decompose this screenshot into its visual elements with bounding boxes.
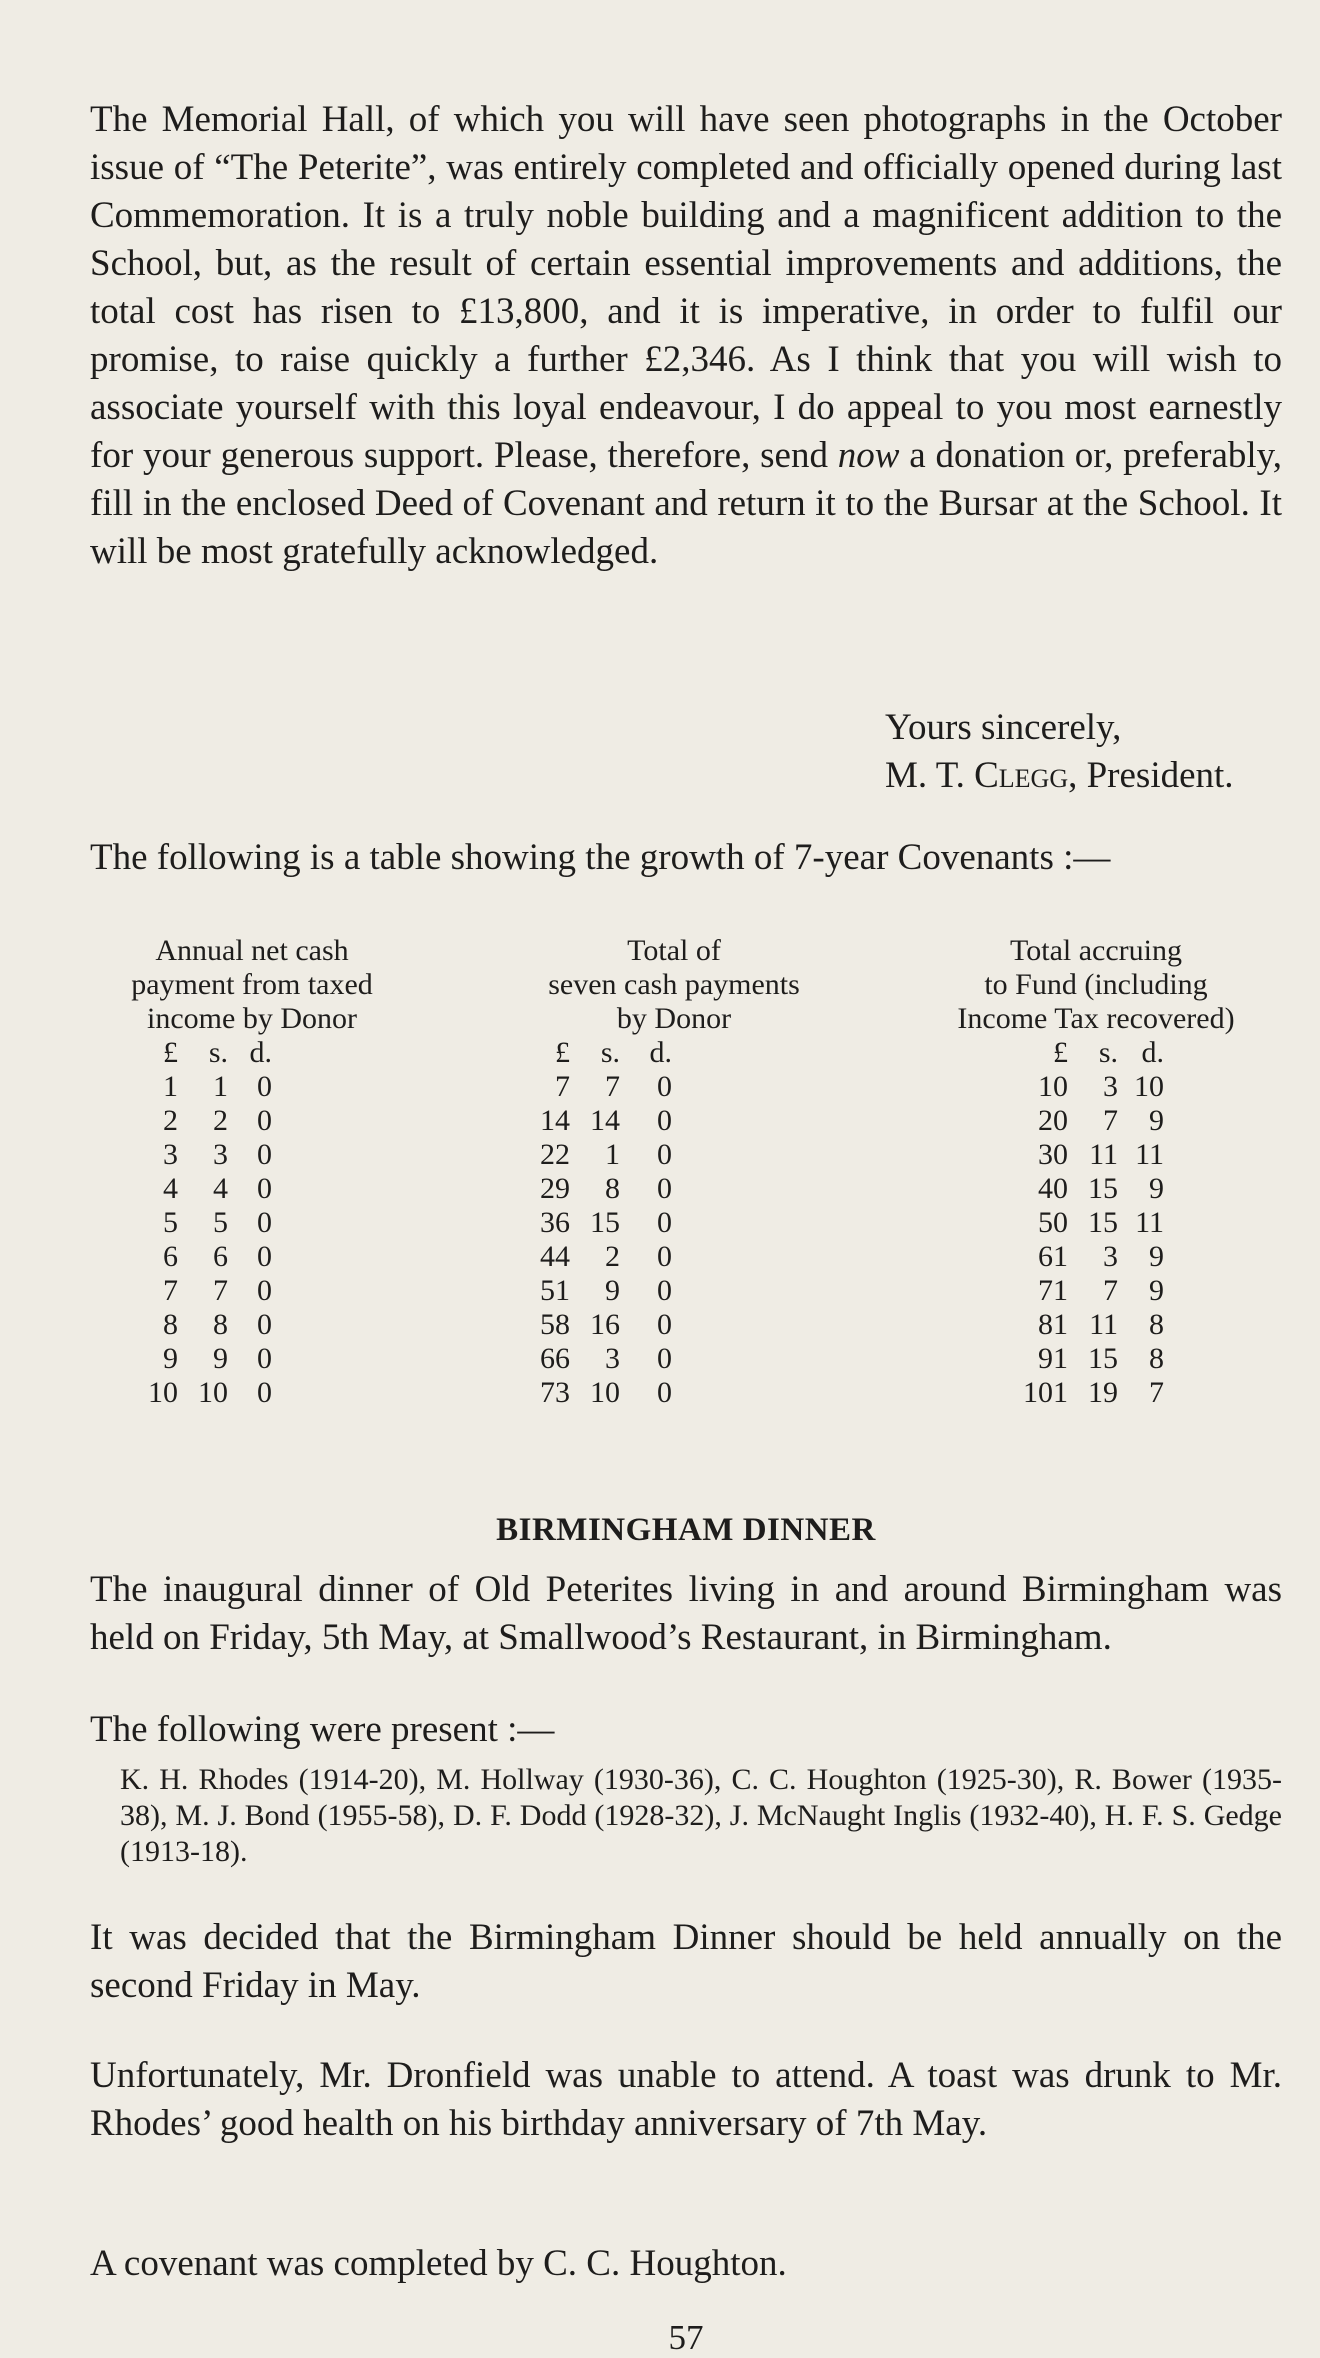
shillings-cell: 2 [605,1240,620,1273]
pence-cell: 0 [657,1342,672,1375]
dinner-paragraph-2: The following were present :— [90,1709,555,1750]
pounds-cell: 30 [1038,1138,1068,1171]
table-row [90,1070,414,1104]
shillings-cell: 16 [590,1308,620,1341]
pence-cell: 9 [1149,1240,1164,1273]
table-row [474,1308,874,1342]
pounds-cell: 10 [148,1376,178,1409]
pounds-cell: 7 [555,1070,570,1103]
table-intro: The following is a table showing the growth of 7-year Covenants :— [90,837,1111,878]
table-row [910,1274,1282,1308]
shillings-cell: 3 [1103,1070,1118,1103]
pounds-cell: 66 [540,1342,570,1375]
shillings-cell: 1 [213,1070,228,1103]
pence-cell: 8 [1149,1342,1164,1375]
shillings-cell: 15 [1088,1172,1118,1205]
letter-paragraph: The Memorial Hall, of which you will have seen photographs in the October issue of “The Peterite”, was entirely completed and officially opened during last Commemoration. It is a truly noble building and a magnificent addition to the School, but, as the result of certain essential improvements and additions, the total cost has risen to £13,800, and it is imperative, in order to fulfil our promise, to raise quickly a further £2,346. As I think that you will wish to associate yourself with this loyal endeavour, I do appeal to you most earnestly for your generous support. Please, therefore, send now a donation or, preferably, fill in the enclosed Deed of Covenant and return it to the Bursar at the School. It will be most gratefully acknowledged. [90,99,1282,572]
shillings-cell: 14 [590,1104,620,1137]
table-row [90,1138,414,1172]
pence-cell: 10 [1134,1070,1164,1103]
shillings-cell: 3 [1103,1240,1118,1273]
table-row [90,1104,414,1138]
section-heading: BIRMINGHAM DINNER [496,1512,876,1548]
table-row [474,1274,874,1308]
shillings-cell: 5 [213,1206,228,1239]
table-column-total-payments [474,934,874,1410]
shillings-cell: 10 [198,1376,228,1409]
shillings-cell: 1 [605,1138,620,1171]
pence-cell: 0 [257,1138,272,1171]
pounds-cell: 9 [163,1342,178,1375]
pounds-cell: 5 [163,1206,178,1239]
table-row [474,1172,874,1206]
pounds-cell: 50 [1038,1206,1068,1239]
table-row [474,1104,874,1138]
pounds-cell: 3 [163,1138,178,1171]
dinner-paragraph-4: Unfortunately, Mr. Dronfield was unable to attend. A toast was drunk to Mr. Rhodes’ good health on his birthday anniversary of 7th May. [90,2055,1282,2144]
shillings-cell: 19 [1088,1376,1118,1409]
shillings-cell: 3 [213,1138,228,1171]
pence-cell: 0 [657,1308,672,1341]
pence-cell: 0 [257,1274,272,1307]
pounds-cell: 44 [540,1240,570,1273]
shillings-cell: 10 [590,1376,620,1409]
pence-cell: 9 [1149,1104,1164,1137]
pounds-cell: 91 [1038,1342,1068,1375]
dinner-paragraph-5: A covenant was completed by C. C. Houghton. [90,2243,787,2284]
pence-cell: 9 [1149,1274,1164,1307]
pence-cell: 7 [1149,1376,1164,1409]
pounds-cell: 101 [1023,1376,1068,1409]
pounds-cell: 51 [540,1274,570,1307]
attendee-list: K. H. Rhodes (1914-20), M. Hollway (1930-36), C. C. Houghton (1925-30), R. Bower (1935-38), M. J. Bond (1955-58), D. F. Dodd (1928-32), J. McNaught Inglis (1932-40), H. F. S. Gedge (1913-18). [120,1763,1282,1868]
pence-cell: 0 [657,1070,672,1103]
column-header: Annual net cash payment from taxed income by Donor [131,934,373,1035]
table-row [90,1240,414,1274]
units-row: £ s. d. [555,1036,672,1069]
table-row [910,1138,1282,1172]
pounds-cell: 58 [540,1308,570,1341]
shillings-cell: 6 [213,1240,228,1273]
shillings-cell: 4 [213,1172,228,1205]
pounds-cell: 2 [163,1104,178,1137]
table-row [90,1206,414,1240]
table-row [910,1376,1282,1410]
table-row [474,1138,874,1172]
pence-cell: 0 [657,1274,672,1307]
shillings-cell: 15 [1088,1342,1118,1375]
shillings-cell: 2 [213,1104,228,1137]
pence-cell: 11 [1135,1206,1164,1239]
table-column-total-accruing [910,934,1282,1410]
pounds-cell: 81 [1038,1308,1068,1341]
pence-cell: 0 [657,1104,672,1137]
pounds-cell: 4 [163,1172,178,1205]
shillings-cell: 11 [1089,1308,1118,1341]
pounds-cell: 71 [1038,1274,1068,1307]
shillings-cell: 7 [213,1274,228,1307]
table-row [910,1070,1282,1104]
pounds-cell: 22 [540,1138,570,1171]
pence-cell: 0 [257,1070,272,1103]
table-row [90,1308,414,1342]
table-column-annual-payment [90,934,414,1410]
table-row [90,1274,414,1308]
pence-cell: 8 [1149,1308,1164,1341]
shillings-cell: 7 [1103,1104,1118,1137]
pounds-cell: 7 [163,1274,178,1307]
units-row: £ s. d. [1053,1036,1164,1069]
table-row [90,1342,414,1376]
column-header: Total of seven cash payments by Donor [548,934,800,1035]
shillings-cell: 15 [1088,1206,1118,1239]
table-row [910,1308,1282,1342]
pence-cell: 0 [257,1342,272,1375]
shillings-cell: 9 [605,1274,620,1307]
pence-cell: 0 [657,1138,672,1171]
table-row [910,1104,1282,1138]
page-number: 57 [668,2318,704,2357]
letter-signature: M. T. Clegg, President. [885,755,1234,796]
pounds-cell: 1 [163,1070,178,1103]
document-page [90,96,1282,2357]
pounds-cell: 20 [1038,1104,1068,1137]
pence-cell: 0 [257,1308,272,1341]
pence-cell: 0 [257,1172,272,1205]
shillings-cell: 8 [213,1308,228,1341]
table-row [474,1240,874,1274]
shillings-cell: 3 [605,1342,620,1375]
pence-cell: 11 [1135,1138,1164,1171]
table-row [90,1172,414,1206]
emphasis-now: now [837,435,900,476]
table-row [910,1240,1282,1274]
pounds-cell: 40 [1038,1172,1068,1205]
pounds-cell: 73 [540,1376,570,1409]
pounds-cell: 6 [163,1240,178,1273]
dinner-paragraph-3: It was decided that the Birmingham Dinner should be held annually on the second Friday in May. [90,1917,1282,2006]
shillings-cell: 9 [213,1342,228,1375]
pence-cell: 0 [657,1206,672,1239]
table-row [474,1376,874,1410]
column-header: Total accruing to Fund (including Income Tax recovered) [957,934,1235,1035]
table-row [910,1206,1282,1240]
letter-closing: Yours sincerely, [885,707,1122,748]
shillings-cell: 7 [1103,1274,1118,1307]
table-row [474,1342,874,1376]
table-row [90,1376,414,1410]
pounds-cell: 8 [163,1308,178,1341]
table-row [910,1172,1282,1206]
pence-cell: 0 [257,1376,272,1409]
pence-cell: 0 [257,1240,272,1273]
shillings-cell: 15 [590,1206,620,1239]
table-row [474,1070,874,1104]
units-row: £ s. d. [163,1036,272,1069]
dinner-paragraph-1: The inaugural dinner of Old Peterites living in and around Birmingham was held on Friday, 5th May, at Smallwood’s Restaurant, in Birmingham. [90,1569,1282,1658]
pounds-cell: 14 [540,1104,570,1137]
shillings-cell: 11 [1089,1138,1118,1171]
pence-cell: 0 [657,1240,672,1273]
pounds-cell: 61 [1038,1240,1068,1273]
table-row [474,1206,874,1240]
pence-cell: 9 [1149,1172,1164,1205]
pounds-cell: 36 [540,1206,570,1239]
shillings-cell: 7 [605,1070,620,1103]
pence-cell: 0 [257,1104,272,1137]
pence-cell: 0 [657,1376,672,1409]
shillings-cell: 8 [605,1172,620,1205]
table-row [910,1342,1282,1376]
pounds-cell: 10 [1038,1070,1068,1103]
pounds-cell: 29 [540,1172,570,1205]
pence-cell: 0 [257,1206,272,1239]
pence-cell: 0 [657,1172,672,1205]
